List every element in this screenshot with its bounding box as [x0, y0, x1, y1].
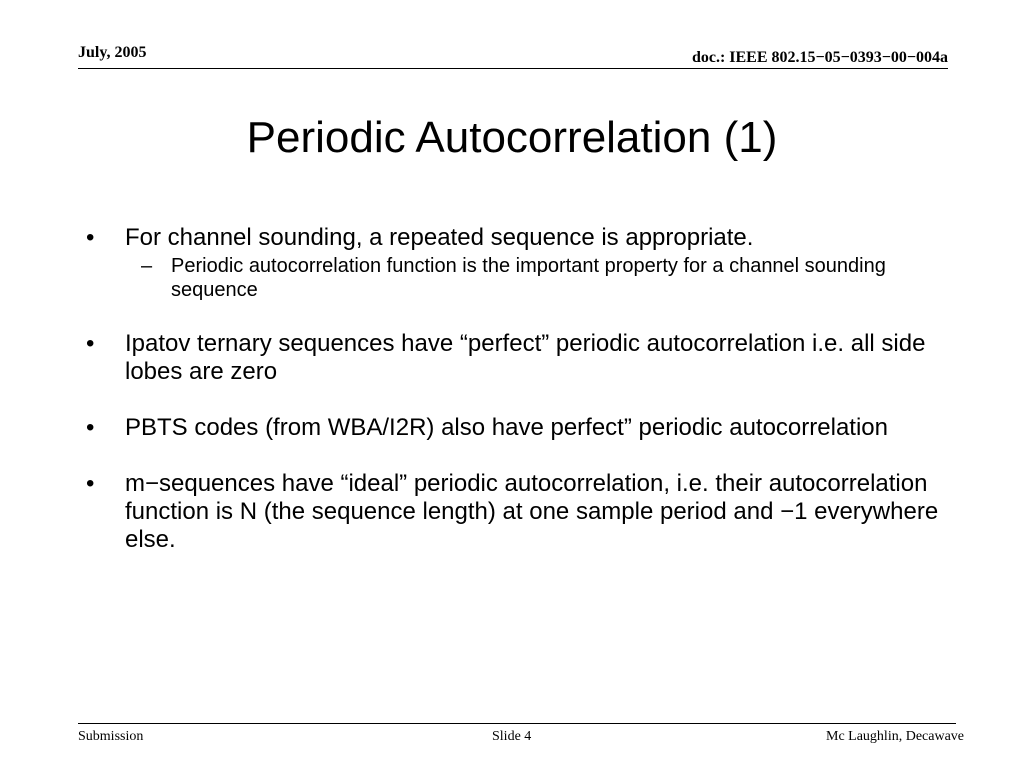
sub-bullet-item — [86, 254, 946, 302]
bullet-text: Ipatov ternary sequences have “perfect” periodic autocorrelation i.e. all side lobes are zero — [125, 330, 926, 385]
bullet-text: PBTS codes (from WBA/I2R) also have perfect” periodic autocorrelation — [125, 414, 888, 441]
footer-divider — [78, 723, 956, 724]
footer-submission: Submission — [78, 729, 144, 744]
bullet-item — [86, 224, 946, 302]
sub-bullet-text: Periodic autocorrelation function is the important property for a channel sounding sequence — [171, 255, 886, 301]
bullet-dot: • — [86, 330, 95, 357]
footer-author: Mc Laughlin, Decawave — [826, 729, 964, 744]
bullet-item — [86, 470, 946, 554]
slide-title: Periodic Autocorrelation (1) — [246, 113, 778, 162]
bullet-text: For channel sounding, a repeated sequence is appropriate. — [125, 224, 754, 251]
bullet-dot: • — [86, 470, 95, 497]
header-date: July, 2005 — [78, 44, 147, 61]
footer-slide-number: Slide 4 — [492, 729, 532, 744]
bullet-item — [86, 414, 946, 442]
bullet-text: m−sequences have “ideal” periodic autocorrelation, i.e. their autocorrelation function is N (the sequence length) at one sample period and −1 everywhere else. — [125, 470, 939, 553]
bullet-item — [86, 330, 946, 386]
header-divider — [78, 68, 948, 69]
header-doc-id: doc.: IEEE 802.15−05−0393−00−004a — [691, 49, 948, 66]
bullet-list — [86, 224, 946, 554]
bullet-dot: • — [86, 414, 95, 441]
bullet-dot: • — [86, 224, 95, 251]
sub-bullet-dash: – — [141, 255, 153, 277]
